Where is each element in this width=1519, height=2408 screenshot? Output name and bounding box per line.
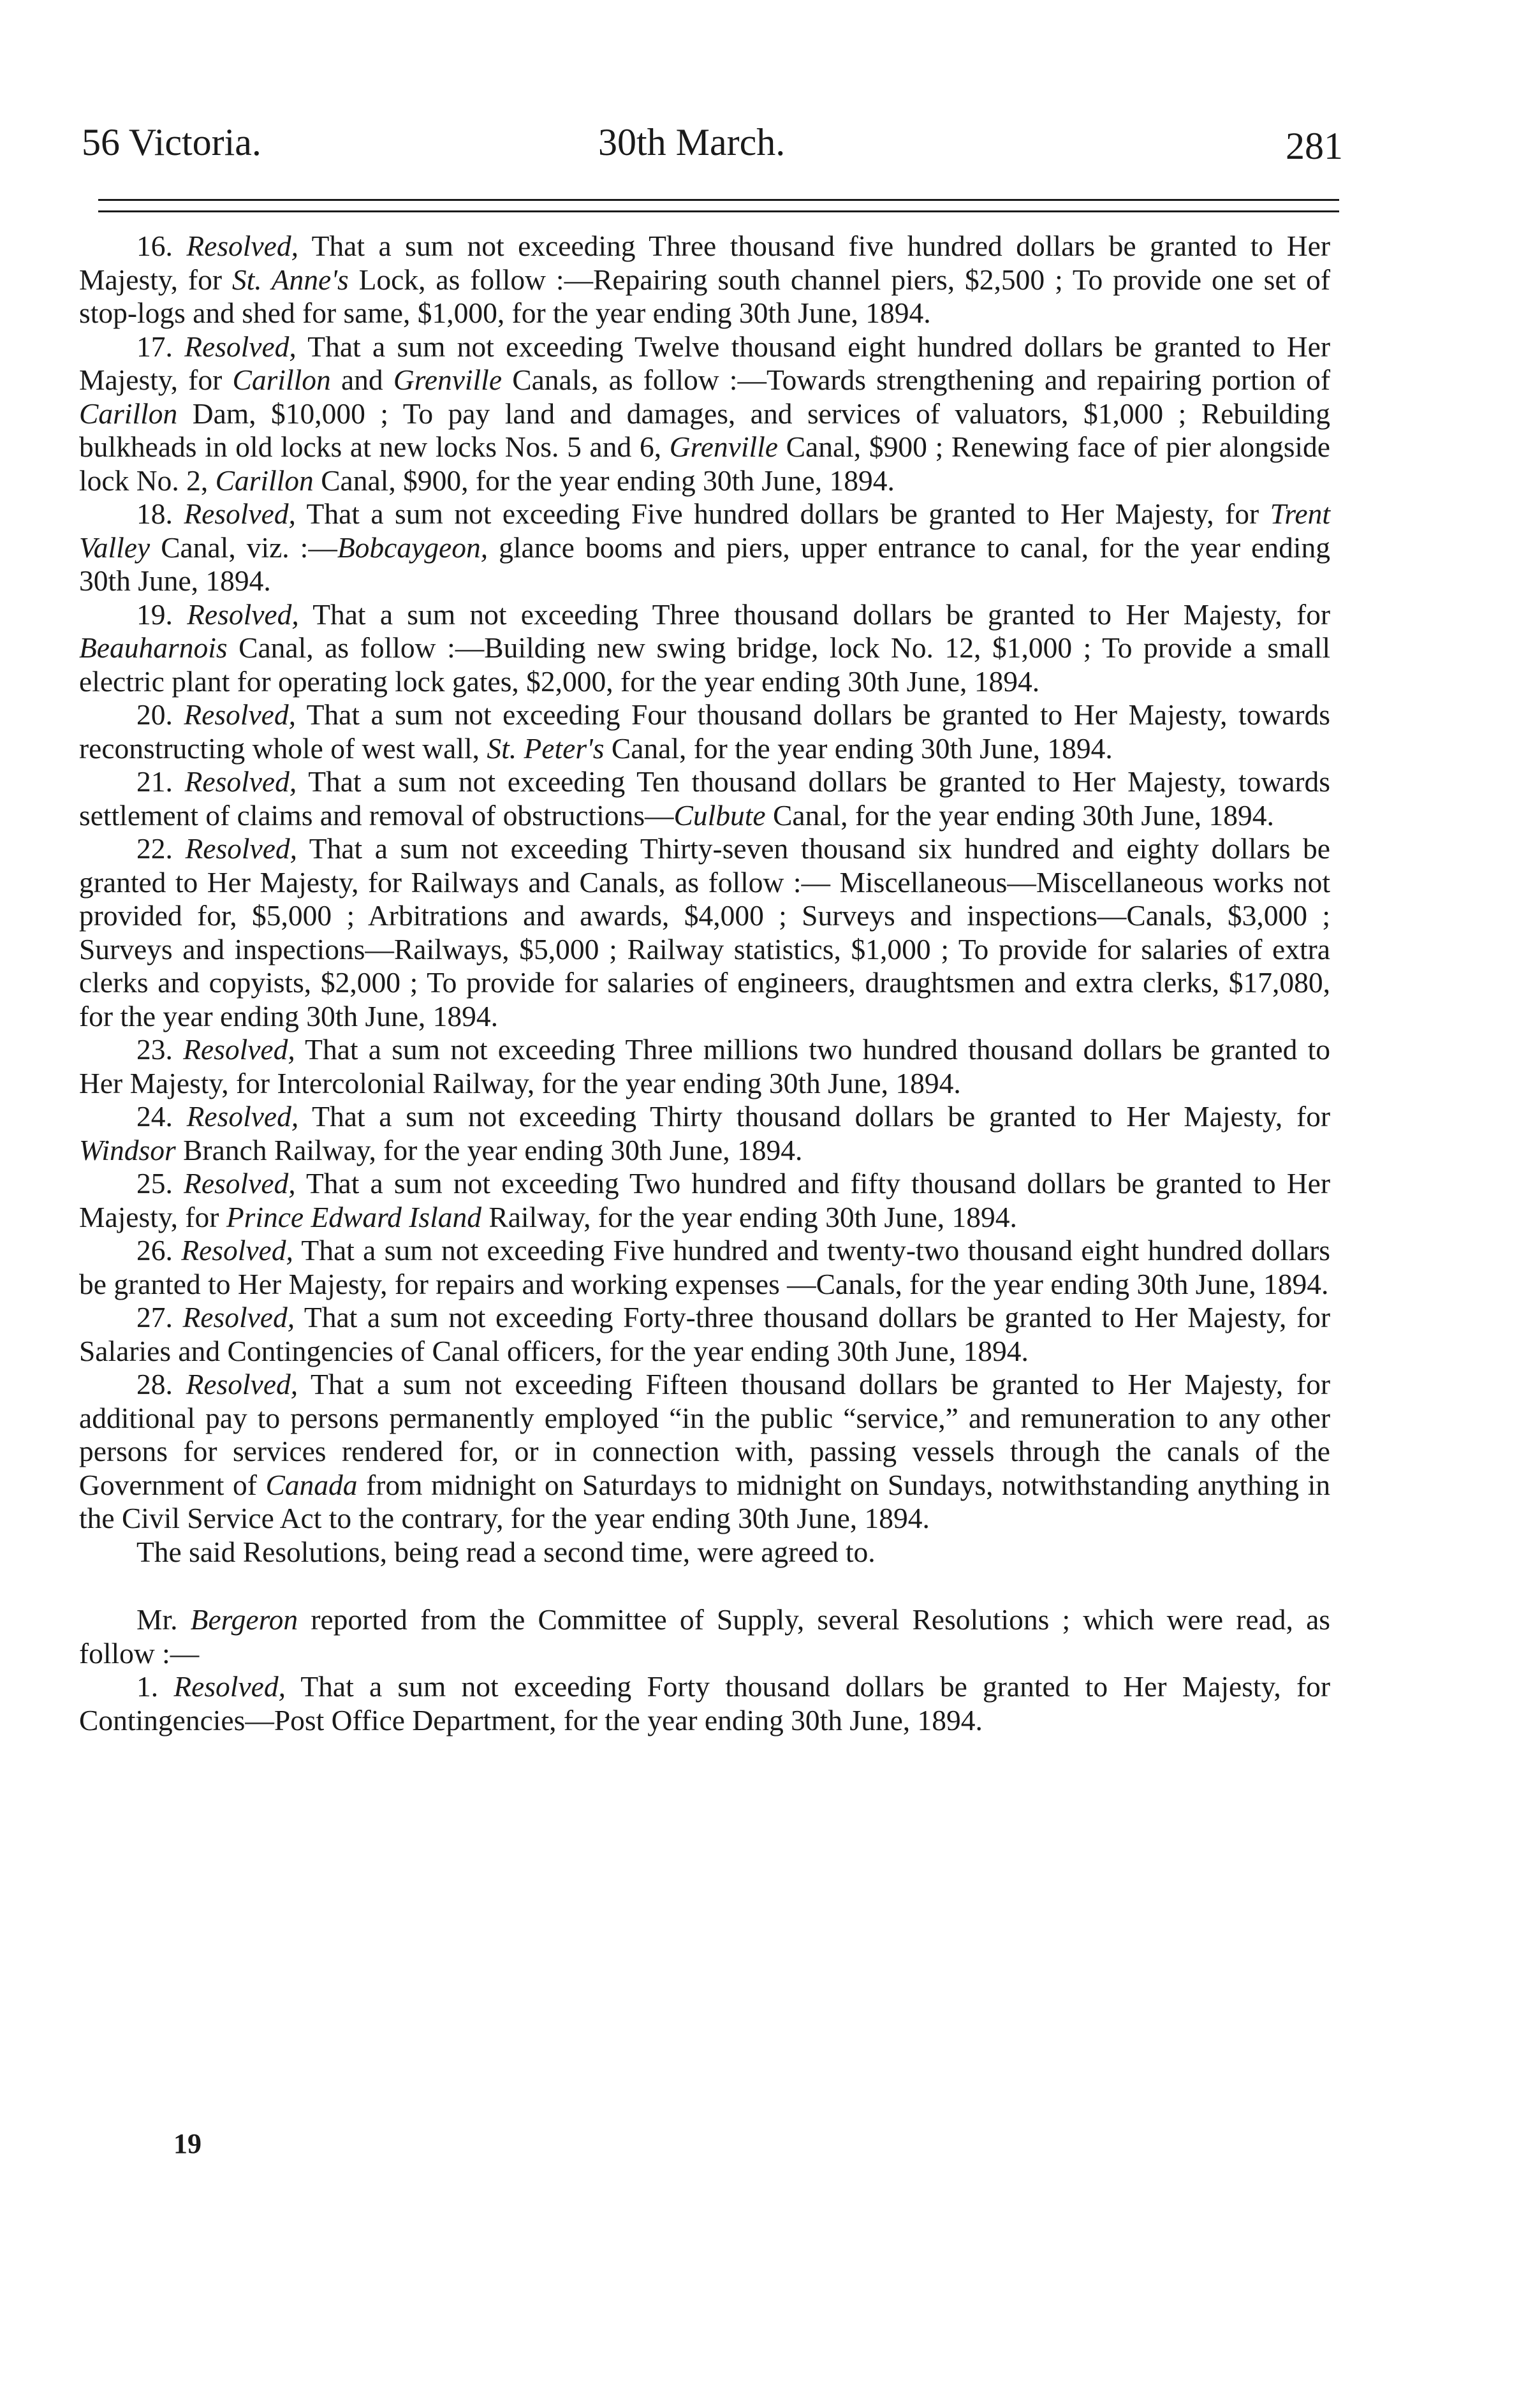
text-run: That a sum not exceeding Five hundred dollars be granted to Her Majesty, for	[295, 497, 1270, 530]
italic-run: Grenville	[669, 430, 778, 463]
paragraph	[79, 330, 1330, 498]
italic-run: Bergeron	[190, 1603, 298, 1636]
paragraph	[79, 1100, 1330, 1167]
text-run: 17.	[136, 330, 185, 363]
paragraph	[79, 1167, 1330, 1234]
italic-run: Resolved,	[184, 698, 296, 731]
italic-run: Resolved,	[184, 1167, 296, 1200]
text-run: and	[330, 363, 393, 396]
text-run: 16.	[136, 230, 187, 262]
text-run: That a sum not exceeding Two hundred and fifty thousand dollars be granted to Her Majesty, for	[79, 1167, 1330, 1233]
text-run: 24.	[136, 1100, 187, 1133]
text-run: 1.	[136, 1670, 174, 1703]
italic-run: Trent Valley	[79, 497, 1331, 564]
text-run: 28.	[136, 1368, 186, 1400]
text-run: Canals, as follow :—Towards strengthening and repairing portion of	[502, 363, 1330, 396]
paragraph	[79, 497, 1330, 598]
paragraph	[79, 1301, 1330, 1368]
italic-run: Resolved,	[186, 1368, 298, 1400]
italic-run: Carillon	[79, 397, 178, 430]
italic-run: Resolved,	[186, 1100, 299, 1133]
text-run: Branch Railway, for the year ending 30th June, 1894.	[175, 1133, 803, 1166]
italic-run: Resolved,	[181, 1234, 293, 1266]
text-run: Dam, $10,000 ; To pay land and damages, and services of valuators, $1,000 ; Rebuilding bulkheads in old locks at new locks Nos. 5 and 6,	[79, 397, 1330, 463]
italic-run: Windsor	[79, 1133, 176, 1166]
italic-run: Prince Edward Island	[226, 1200, 482, 1233]
text-run: Canal, viz. :—	[150, 531, 337, 564]
text-run: Lock, as follow :—Repairing south channel piers, $2,500 ; To provide one set of stop-logs and shed for same, $1,000, for the year ending 30th June, 1894.	[79, 263, 1331, 329]
italic-run: Resolved,	[184, 330, 297, 363]
text-run: The said Resolutions, being read a second time, were agreed to.	[136, 1535, 876, 1568]
paragraph	[79, 698, 1330, 765]
italic-run: Resolved,	[182, 1301, 295, 1333]
italic-run: Resolved,	[185, 832, 298, 865]
paragraph	[79, 765, 1330, 832]
signature-mark: 19	[173, 2128, 202, 2159]
paragraph	[79, 1536, 1330, 1569]
text-run: That a sum not exceeding Forty thousand dollars be granted to Her Majesty, for Contingencies—Post Office Department, for the year ending 30th June, 1894.	[79, 1670, 1331, 1736]
header-rule-top	[98, 199, 1339, 201]
text-run: 27.	[136, 1301, 183, 1333]
text-run: That a sum not exceeding Three thousand five hundred dollars be granted to Her Majesty, for	[79, 230, 1331, 296]
italic-run: Carillon	[215, 464, 314, 497]
text-run: 23.	[136, 1033, 184, 1066]
header-date: 30th March.	[598, 121, 786, 163]
text-run: That a sum not exceeding Forty-three thousand dollars be granted to Her Majesty, for Salaries and Contingencies of Canal officers, for the year ending 30th June, 1894.	[79, 1301, 1331, 1367]
header-rule-bottom	[98, 210, 1339, 212]
text-run: That a sum not exceeding Four thousand dollars be granted to Her Majesty, towards reconstructing whole of west wall,	[79, 698, 1330, 765]
text-run: reported from the Committee of Supply, several Resolutions ; which were read, as follow :—	[79, 1603, 1330, 1670]
text-run: 22.	[136, 832, 186, 865]
italic-run: St. Anne's	[231, 263, 349, 296]
italic-run: Bobcaygeon,	[337, 531, 488, 564]
text-run: That a sum not exceeding Three thousand dollars be granted to Her Majesty, for	[298, 598, 1331, 631]
text-run: Canal, for the year ending 30th June, 1894.	[604, 731, 1113, 765]
text-run: Mr.	[136, 1603, 191, 1636]
text-run: 18.	[136, 497, 184, 530]
text-run: 20.	[136, 698, 184, 731]
italic-run: Canada	[265, 1468, 358, 1501]
italic-run: Beauharnois	[79, 631, 228, 664]
text-run: 19.	[136, 598, 187, 631]
italic-run: Grenville	[393, 363, 503, 396]
text-run: That a sum not exceeding Fifteen thousand dollars be granted to Her Majesty, for additional pay to persons permanently employed “in the public “service,” and remuneration to any other persons for services rendered for, or in connection with, passing vessels through the canals of the Government of	[79, 1368, 1330, 1501]
text-run: That a sum not exceeding Five hundred and twenty-two thousand eight hundred dollars be granted to Her Majesty, for repairs and working expenses —Canals, for the year ending 30th June, 1894.	[79, 1234, 1330, 1300]
text-run: That a sum not exceeding Thirty-seven thousand six hundred and eighty dollars be granted to Her Majesty, for Railways and Canals, as follow :— Miscellaneous—Miscellaneous works not provided for, $5,000 ; Arbitrations and awards, $4,000 ; Surveys and inspections—Canals, $3,000 ; Surveys and inspections—Railways, $5,000 ; Railway statistics, $1,000 ; To provide for salaries of extra clerks and copyists, $2,000 ; To provide for salaries of engineers, draughtsmen and extra clerks, $17,080, for the year ending 30th June, 1894.	[79, 832, 1331, 1032]
text-run: from midnight on Saturdays to midnight on Sundays, notwithstanding anything in the Civil Service Act to the contrary, for the year ending 30th June, 1894.	[79, 1468, 1330, 1534]
text-run: Canal, $900, for the year ending 30th June, 1894.	[313, 464, 895, 497]
text-run: Canal, for the year ending 30th June, 1894.	[765, 798, 1274, 832]
running-header	[82, 114, 1343, 171]
text-run: That a sum not exceeding Thirty thousand dollars be granted to Her Majesty, for	[298, 1100, 1330, 1133]
paragraph	[79, 598, 1330, 699]
italic-run: Resolved,	[173, 1670, 286, 1703]
text-run: Railway, for the year ending 30th June, 1894.	[481, 1200, 1017, 1233]
paragraph	[79, 1603, 1330, 1670]
text-run: That a sum not exceeding Twelve thousand eight hundred dollars be granted to Her Majesty, for	[79, 330, 1331, 396]
body-text	[79, 230, 1330, 1737]
italic-run: St. Peter's	[487, 731, 605, 765]
paragraph	[79, 1368, 1330, 1536]
paragraph	[79, 1670, 1330, 1737]
italic-run: Carillon	[232, 363, 331, 396]
text-run: That a sum not exceeding Three millions two hundred thousand dollars be granted to Her Majesty, for Intercolonial Railway, for the year ending 30th June, 1894.	[79, 1033, 1330, 1099]
paragraph	[79, 1033, 1330, 1100]
paragraph	[79, 230, 1330, 330]
italic-run: Resolved,	[186, 230, 298, 262]
italic-run: Culbute	[673, 798, 766, 832]
header-session: 56 Victoria.	[82, 121, 261, 163]
italic-run: Resolved,	[183, 1033, 295, 1066]
italic-run: Resolved,	[187, 598, 299, 631]
italic-run: Resolved,	[184, 765, 297, 798]
page-number: 281	[1286, 125, 1343, 167]
text-run: Canal, as follow :—Building new swing bridge, lock No. 12, $1,000 ; To provide a small electric plant for operating lock gates, $2,000, for the year ending 30th June, 1894.	[79, 631, 1330, 698]
text-run: 25.	[136, 1167, 184, 1200]
text-run: glance booms and piers, upper entrance to canal, for the year ending 30th June, 1894.	[79, 531, 1330, 597]
italic-run: Resolved,	[184, 497, 296, 530]
paragraph	[79, 1234, 1330, 1301]
text-run: 26.	[136, 1234, 182, 1266]
text-run: Canal, $900 ; Renewing face of pier alongside lock No. 2,	[79, 430, 1330, 497]
text-run: 21.	[136, 765, 185, 798]
paragraph	[79, 832, 1330, 1033]
text-run: That a sum not exceeding Ten thousand dollars be granted to Her Majesty, towards settlement of claims and removal of obstructions—	[79, 765, 1330, 832]
